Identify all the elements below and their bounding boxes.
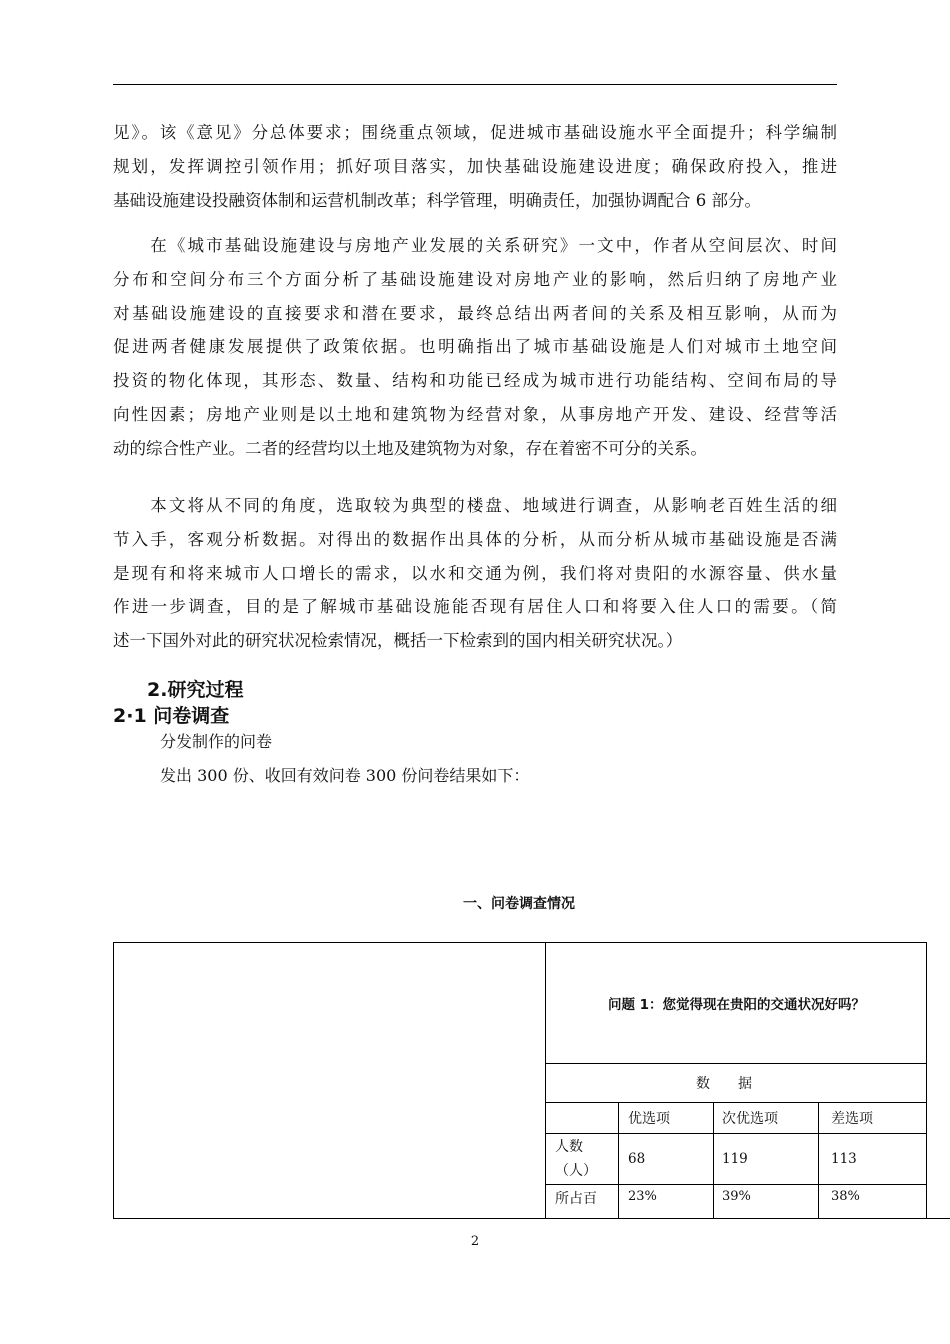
column-header: 差选项 xyxy=(819,1103,927,1134)
text-line: 基础设施建设投融资体制和运营机制改革；科学管理，明确责任，加强协调配合 6 部分。 xyxy=(113,190,761,210)
header-rule xyxy=(113,84,837,85)
table-cell: 119 xyxy=(714,1134,819,1185)
data-header: 数 据 xyxy=(545,1064,927,1103)
text-line: 是现有和将来城市人口增长的需求，以水和交通为例，我们将对贵阳的水源容量、供水量 xyxy=(113,563,837,583)
text-line: 见》。该《意见》分总体要求；围绕重点领域，促进城市基础设施水平全面提升；科学编制 xyxy=(113,123,837,142)
text-line: 分布和空间分布三个方面分析了基础设施建设对房地产业的影响，然后归纳了房地产业 xyxy=(113,269,837,289)
survey-line-1: 分发制作的问卷 xyxy=(160,732,273,751)
paragraph-2 xyxy=(113,229,837,466)
question-title: 问题 1：您觉得现在贵阳的交通状况好吗？ xyxy=(545,942,927,1064)
subsection-heading: 2·1 问卷调查 xyxy=(113,705,230,727)
row-label: 所占百 xyxy=(545,1185,619,1219)
table-title: 一、问卷调查情况 xyxy=(463,896,575,912)
text-line: 述一下国外对此的研究状况检索情况，概括一下检索到的国内相关研究状况。） xyxy=(113,631,683,651)
row-label: 人数（人） xyxy=(545,1134,619,1185)
text-line: 作进一步调查，目的是了解城市基础设施能否现有居住人口和将要入住人口的需要。（简 xyxy=(113,597,837,617)
section-heading: 2.研究过程 xyxy=(147,679,244,701)
paragraph-1 xyxy=(113,116,837,217)
text-line: 向性因素；房地产业则是以土地和建筑物为经营对象，从事房地产开发、建设、经营等活 xyxy=(113,404,837,424)
table-cell: 23% xyxy=(619,1185,714,1219)
text-line: 对基础设施建设的直接要求和潜在要求，最终总结出两者间的关系及相互影响，从而为 xyxy=(113,303,837,323)
text-line: 规划，发挥调控引领作用；抓好项目落实，加快基础设施建设进度；确保政府投入，推进 xyxy=(113,156,837,176)
column-header: 优选项 xyxy=(619,1103,714,1134)
text-line: 动的综合性产业。二者的经营均以土地及建筑物为对象，存在着密不可分的关系。 xyxy=(113,438,707,458)
corner-cell xyxy=(545,1103,619,1134)
page-number: 2 xyxy=(470,1234,480,1249)
text-line: 投资的物化体现，其形态、数量、结构和功能已经成为城市进行功能结构、空间布局的导 xyxy=(113,371,837,391)
paragraph-3 xyxy=(113,489,837,658)
text-line: 促进两者健康发展提供了政策依据。也明确指出了城市基础设施是人们对城市土地空间 xyxy=(113,337,837,357)
table-cell: 113 xyxy=(819,1134,927,1185)
table-left-panel xyxy=(113,942,546,1219)
survey-line-2: 发出 300 份、收回有效问卷 300 份问卷结果如下： xyxy=(160,766,530,785)
text-line: 节入手，客观分析数据。对得出的数据作出具体的分析，从而分析从城市基础设施是否满 xyxy=(113,529,837,549)
table-cell: 68 xyxy=(619,1134,714,1185)
text-line: 本文将从不同的角度，选取较为典型的楼盘、地域进行调查，从影响老百姓生活的细 xyxy=(113,496,837,515)
table-cell: 38% xyxy=(831,1189,860,1204)
text-line: 在《城市基础设施建设与房地产业发展的关系研究》一文中，作者从空间层次、时间 xyxy=(113,236,837,255)
page-break-rule xyxy=(113,1218,950,1219)
table-cell: 39% xyxy=(714,1185,819,1219)
column-header: 次优选项 xyxy=(714,1103,819,1134)
survey-table xyxy=(113,942,927,1218)
